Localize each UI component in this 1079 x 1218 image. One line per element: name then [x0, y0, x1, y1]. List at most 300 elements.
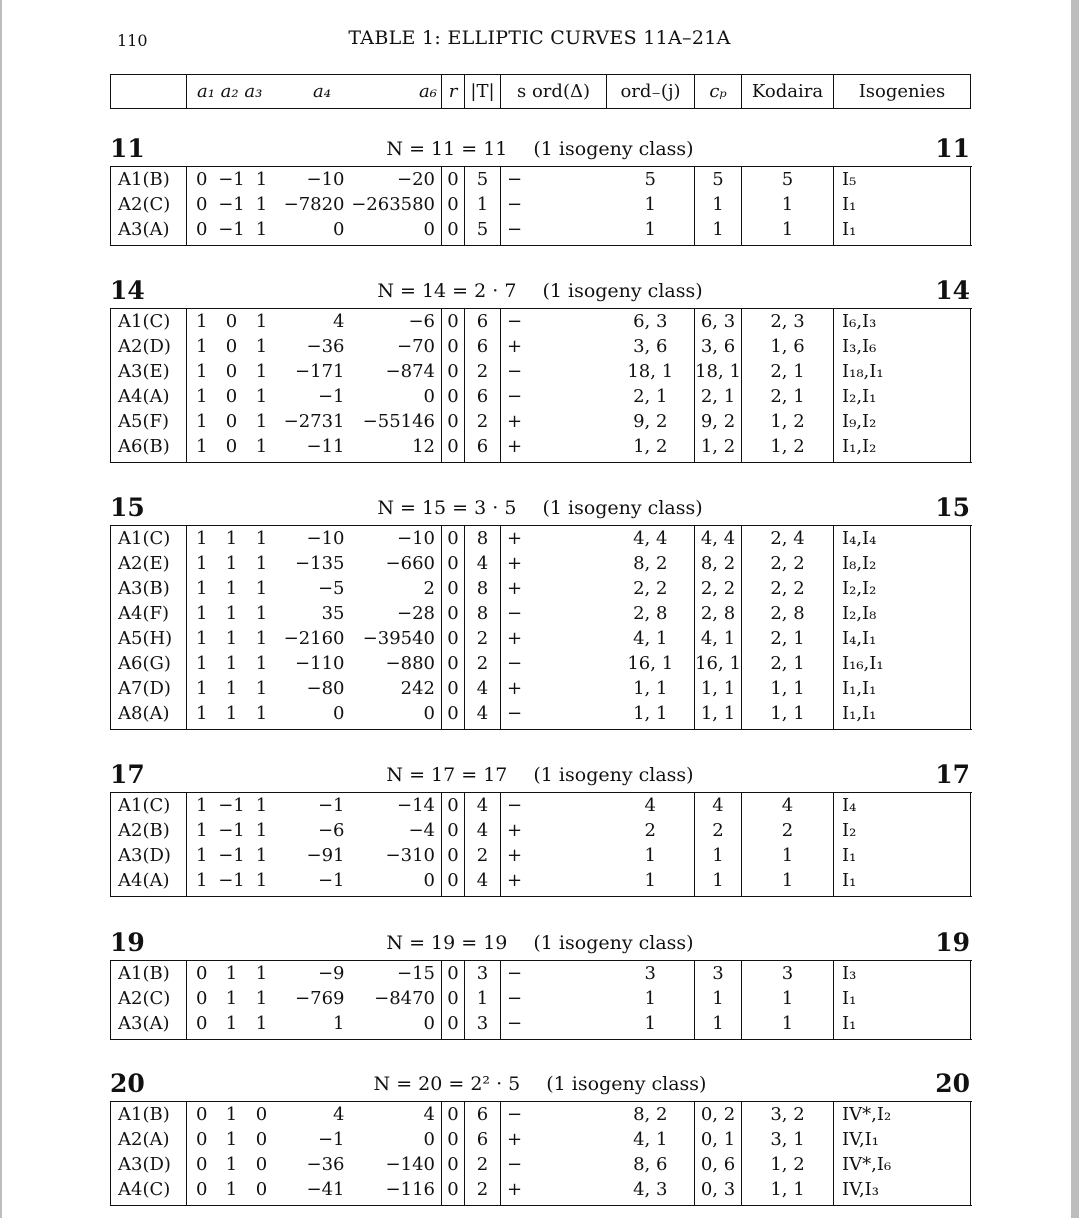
sign-cell: +	[501, 526, 607, 552]
sign-cell: +	[501, 626, 607, 651]
tamagawa-cell: 1, 1	[742, 676, 834, 701]
tamagawa-cell: 3	[742, 961, 834, 987]
a4-cell: −1	[317, 386, 345, 407]
curve-table	[110, 792, 971, 897]
curve-label-cell: A1(C)	[118, 311, 171, 332]
tamagawa-cell: 2, 1	[742, 626, 834, 651]
isogeny-class-count: (1 isogeny class)	[542, 280, 703, 302]
tamagawa-cell: 3, 1	[742, 1127, 834, 1152]
a3-cell: 1	[255, 1013, 268, 1034]
curve-label-cell: A4(A)	[118, 386, 170, 407]
conductor-heading	[110, 276, 970, 308]
tamagawa-cell: 1	[742, 217, 834, 246]
sign-cell: −	[501, 1152, 607, 1177]
sign-cell: −	[501, 1011, 607, 1040]
conductor-heading	[110, 493, 970, 525]
curve-label-cell: A1(B)	[118, 1104, 170, 1125]
ord-j-cell: 1	[695, 217, 742, 246]
a1-cell: 1	[187, 701, 217, 730]
torsion-cell: 6	[465, 1127, 501, 1152]
ord-delta-cell: 1	[644, 219, 656, 240]
page-title: TABLE 1: ELLIPTIC CURVES 11A–21A	[348, 27, 731, 49]
curve-row	[111, 676, 971, 701]
a6-cell: 4	[423, 1104, 435, 1125]
torsion-cell: 4	[465, 551, 501, 576]
a1-cell: 1	[187, 384, 217, 409]
ord-j-cell: 0, 6	[695, 1152, 742, 1177]
sign-cell: +	[501, 409, 607, 434]
kodaira-cell: I₄,I₄	[834, 526, 971, 552]
torsion-cell: 4	[465, 818, 501, 843]
a3-cell: 1	[255, 870, 268, 891]
rank-cell: 0	[442, 868, 465, 897]
a3-cell: 1	[255, 845, 268, 866]
a1-cell: 1	[187, 576, 217, 601]
ord-delta-cell: 8, 6	[633, 1154, 668, 1175]
a2-cell: 1	[225, 578, 238, 599]
kodaira-cell: I₄	[834, 793, 971, 819]
ord-delta-cell: 2, 2	[633, 578, 668, 599]
torsion-cell: 2	[465, 1177, 501, 1206]
ord-j-cell: 1, 1	[695, 676, 742, 701]
a4-cell: 4	[333, 1104, 345, 1125]
curve-label-cell: A1(C)	[118, 528, 171, 549]
a1-cell: 0	[187, 961, 217, 987]
a1-cell: 1	[187, 551, 217, 576]
ord-delta-cell: 4, 3	[633, 1179, 668, 1200]
a2-cell: 1	[225, 1129, 238, 1150]
curve-label-cell: A2(E)	[118, 553, 170, 574]
a3-cell: 1	[255, 311, 268, 332]
a3-cell: 0	[255, 1129, 268, 1150]
a1-cell: 1	[187, 843, 217, 868]
curve-row	[111, 1011, 971, 1040]
kodaira-cell: I₁	[834, 217, 971, 246]
conductor-factorization-line	[110, 138, 970, 160]
a2-cell: 0	[225, 436, 238, 457]
sign-cell: −	[501, 384, 607, 409]
tamagawa-cell: 1, 6	[742, 334, 834, 359]
a4-cell: −1	[317, 795, 345, 816]
ord-delta-cell: 2, 8	[633, 603, 668, 624]
curve-label-cell: A2(A)	[118, 1129, 170, 1150]
a4-cell: −41	[306, 1179, 345, 1200]
sign-cell: −	[501, 793, 607, 819]
torsion-cell: 2	[465, 651, 501, 676]
kodaira-cell: I₁₈,I₁	[834, 359, 971, 384]
column-header-table	[110, 74, 971, 109]
ord-delta-cell: 2, 1	[633, 386, 668, 407]
conductor-right: 19	[935, 928, 970, 957]
kodaira-cell: I₄,I₁	[834, 626, 971, 651]
curve-row	[111, 334, 971, 359]
a4-cell: −135	[295, 553, 345, 574]
a3-cell: 1	[255, 553, 268, 574]
tamagawa-cell: 3, 2	[742, 1102, 834, 1128]
curve-label-cell: A3(A)	[118, 219, 170, 240]
tamagawa-cell: 1	[742, 868, 834, 897]
sign-cell: −	[501, 359, 607, 384]
a1-cell: 1	[187, 434, 217, 463]
a2-cell: −1	[218, 870, 245, 891]
torsion-cell: 1	[465, 192, 501, 217]
a3-cell: 1	[255, 336, 268, 357]
kodaira-cell: I₁	[834, 192, 971, 217]
ord-j-cell: 1	[695, 1011, 742, 1040]
curve-row	[111, 1102, 971, 1128]
kodaira-cell: I₁,I₂	[834, 434, 971, 463]
a6-cell: 0	[423, 1129, 435, 1150]
kodaira-cell: I₁₆,I₁	[834, 651, 971, 676]
sign-cell: −	[501, 167, 607, 193]
sign-cell: +	[501, 676, 607, 701]
a2-cell: 1	[225, 1104, 238, 1125]
a3-cell: 1	[255, 703, 268, 724]
ord-delta-cell: 9, 2	[633, 411, 668, 432]
rank-cell: 0	[442, 309, 465, 335]
a4-cell: −1	[317, 1129, 345, 1150]
ord-j-cell: 18, 1	[695, 361, 741, 382]
kodaira-cell: I₁	[834, 868, 971, 897]
a6-cell: −660	[385, 553, 435, 574]
a4-cell: 0	[333, 703, 345, 724]
a1-cell: 0	[187, 986, 217, 1011]
a2-cell: 0	[225, 361, 238, 382]
tamagawa-cell: 1, 2	[742, 434, 834, 463]
conductor-factorization: N = 11 = 11	[386, 138, 508, 160]
ord-delta-cell: 8, 2	[633, 553, 668, 574]
a2-cell: −1	[218, 194, 245, 215]
header-sign-ord-delta: s ord(Δ)	[501, 75, 607, 109]
a3-cell: 1	[255, 988, 268, 1009]
sign-cell: −	[501, 217, 607, 246]
conductor-right: 11	[935, 134, 970, 163]
rank-cell: 0	[442, 409, 465, 434]
curve-row	[111, 651, 971, 676]
conductor-right: 20	[935, 1069, 970, 1098]
a6-cell: 0	[423, 1013, 435, 1034]
a3-cell: 1	[255, 653, 268, 674]
rank-cell: 0	[442, 626, 465, 651]
conductor-factorization: N = 14 = 2 · 7	[377, 280, 517, 302]
rank-cell: 0	[442, 1177, 465, 1206]
ord-j-cell: 4, 1	[695, 626, 742, 651]
torsion-cell: 3	[465, 1011, 501, 1040]
ord-delta-cell: 1, 1	[633, 703, 668, 724]
tamagawa-cell: 1, 1	[742, 701, 834, 730]
rank-cell: 0	[442, 961, 465, 987]
kodaira-cell: I₈,I₂	[834, 551, 971, 576]
a6-cell: −874	[385, 361, 435, 382]
a3-cell: 1	[255, 169, 268, 190]
sign-cell: −	[501, 986, 607, 1011]
sign-cell: −	[501, 601, 607, 626]
kodaira-cell: IV,I₁	[834, 1127, 971, 1152]
sign-cell: −	[501, 701, 607, 730]
rank-cell: 0	[442, 384, 465, 409]
ord-j-cell: 8, 2	[695, 551, 742, 576]
header-kodaira: Kodaira	[742, 75, 834, 109]
curve-row	[111, 551, 971, 576]
curve-label-cell: A1(B)	[118, 963, 170, 984]
a2-cell: −1	[218, 169, 245, 190]
a6-cell: −880	[385, 653, 435, 674]
a1-cell: 0	[187, 167, 217, 193]
ord-delta-cell: 4, 1	[633, 628, 668, 649]
a1-cell: 1	[187, 309, 217, 335]
rank-cell: 0	[442, 818, 465, 843]
a4-cell: −110	[295, 653, 345, 674]
page-frame-right	[1071, 0, 1079, 1218]
ord-delta-cell: 6, 3	[633, 311, 668, 332]
rank-cell: 0	[442, 986, 465, 1011]
conductor-factorization: N = 17 = 17	[386, 764, 508, 786]
a3-cell: 1	[255, 528, 268, 549]
a6-cell: 242	[400, 678, 435, 699]
ord-j-cell: 9, 2	[695, 409, 742, 434]
ord-j-cell: 1	[695, 868, 742, 897]
torsion-cell: 5	[465, 167, 501, 193]
torsion-cell: 1	[465, 986, 501, 1011]
a2-cell: 0	[225, 336, 238, 357]
a1-cell: 1	[187, 793, 217, 819]
a6-cell: −8470	[374, 988, 435, 1009]
a6-cell: 0	[423, 386, 435, 407]
curve-row	[111, 818, 971, 843]
kodaira-cell: IV*,I₆	[834, 1152, 971, 1177]
a6-cell: 12	[412, 436, 435, 457]
a2-cell: 1	[225, 988, 238, 1009]
rank-cell: 0	[442, 1127, 465, 1152]
a3-cell: 1	[255, 194, 268, 215]
isogeny-class-count: (1 isogeny class)	[542, 497, 703, 519]
curve-row	[111, 409, 971, 434]
curve-label-cell: A5(F)	[118, 411, 169, 432]
a6-cell: −70	[397, 336, 435, 357]
isogeny-class-count: (1 isogeny class)	[533, 138, 694, 160]
curve-label-cell: A6(B)	[118, 436, 170, 457]
kodaira-cell: I₁	[834, 843, 971, 868]
curve-row	[111, 961, 971, 987]
a2-cell: 1	[225, 603, 238, 624]
header-curve-cell	[111, 75, 187, 109]
conductor-left: 15	[110, 493, 145, 522]
a4-cell: 35	[321, 603, 345, 624]
curve-label-cell: A3(D)	[118, 845, 171, 866]
torsion-cell: 2	[465, 359, 501, 384]
a4-cell: 1	[333, 1013, 345, 1034]
a2-cell: 0	[225, 386, 238, 407]
conductor-heading	[110, 760, 970, 792]
torsion-cell: 5	[465, 217, 501, 246]
curve-row	[111, 601, 971, 626]
ord-delta-cell: 2	[644, 820, 656, 841]
curve-table	[110, 308, 971, 463]
torsion-cell: 4	[465, 676, 501, 701]
conductor-heading	[110, 928, 970, 960]
header-torsion: |T|	[465, 75, 501, 109]
a1-cell: 1	[187, 676, 217, 701]
tamagawa-cell: 2, 2	[742, 576, 834, 601]
a1-cell: 1	[187, 526, 217, 552]
tamagawa-cell: 2, 4	[742, 526, 834, 552]
curve-label-cell: A6(G)	[118, 653, 171, 674]
a3-cell: 1	[255, 219, 268, 240]
kodaira-cell: I₃	[834, 961, 971, 987]
rank-cell: 0	[442, 167, 465, 193]
a1-cell: 1	[187, 868, 217, 897]
a4-cell: −1	[317, 870, 345, 891]
torsion-cell: 4	[465, 793, 501, 819]
header-a4: a₄	[313, 81, 331, 102]
kodaira-cell: I₆,I₃	[834, 309, 971, 335]
torsion-cell: 6	[465, 434, 501, 463]
conductor-factorization-line	[110, 497, 970, 519]
conductor-factorization-line	[110, 1073, 970, 1095]
a6-cell: −39540	[362, 628, 435, 649]
curve-table	[110, 1101, 971, 1206]
tamagawa-cell: 2, 8	[742, 601, 834, 626]
page-number: 110	[117, 31, 148, 50]
sign-cell: −	[501, 309, 607, 335]
curve-table	[110, 166, 971, 246]
ord-j-cell: 1, 2	[695, 434, 742, 463]
a4-cell: −7820	[283, 194, 345, 215]
header-ord-j: ord₋(j)	[607, 75, 695, 109]
ord-j-cell: 2, 8	[695, 601, 742, 626]
curve-row	[111, 1152, 971, 1177]
ord-j-cell: 3, 6	[695, 334, 742, 359]
ord-j-cell: 2, 1	[695, 384, 742, 409]
ord-j-cell: 1	[695, 986, 742, 1011]
tamagawa-cell: 2	[742, 818, 834, 843]
curve-row	[111, 192, 971, 217]
ord-j-cell: 4	[695, 793, 742, 819]
torsion-cell: 8	[465, 576, 501, 601]
tamagawa-cell: 2, 3	[742, 309, 834, 335]
curve-label-cell: A3(A)	[118, 1013, 170, 1034]
header-a123: a₁ a₂ a₃	[197, 81, 263, 102]
conductor-left: 14	[110, 276, 145, 305]
kodaira-cell: I₂,I₁	[834, 384, 971, 409]
a4-cell: −36	[306, 336, 345, 357]
curve-label-cell: A7(D)	[118, 678, 171, 699]
a4-cell: 0	[333, 219, 345, 240]
curve-label-cell: A3(B)	[118, 578, 170, 599]
rank-cell: 0	[442, 793, 465, 819]
curve-label-cell: A4(A)	[118, 870, 170, 891]
curve-label-cell: A4(F)	[118, 603, 169, 624]
a1-cell: 0	[187, 1102, 217, 1128]
curve-row	[111, 1127, 971, 1152]
a6-cell: −20	[397, 169, 435, 190]
sign-cell: −	[501, 961, 607, 987]
curve-row	[111, 309, 971, 335]
tamagawa-cell: 4	[742, 793, 834, 819]
a6-cell: 0	[423, 219, 435, 240]
a2-cell: 1	[225, 963, 238, 984]
a4-cell: −5	[317, 578, 345, 599]
curve-row	[111, 167, 971, 193]
rank-cell: 0	[442, 1011, 465, 1040]
a1-cell: 0	[187, 1177, 217, 1206]
a4-cell: −6	[317, 820, 345, 841]
a1-cell: 0	[187, 192, 217, 217]
ord-j-cell: 3	[695, 961, 742, 987]
rank-cell: 0	[442, 701, 465, 730]
a2-cell: 1	[225, 703, 238, 724]
sign-cell: +	[501, 818, 607, 843]
torsion-cell: 2	[465, 626, 501, 651]
torsion-cell: 8	[465, 526, 501, 552]
a3-cell: 1	[255, 603, 268, 624]
isogeny-class-count: (1 isogeny class)	[533, 932, 694, 954]
a3-cell: 1	[255, 628, 268, 649]
a6-cell: 0	[423, 870, 435, 891]
a1-cell: 1	[187, 651, 217, 676]
a3-cell: 1	[255, 578, 268, 599]
isogeny-class-count: (1 isogeny class)	[533, 764, 694, 786]
isogeny-class-count: (1 isogeny class)	[546, 1073, 707, 1095]
conductor-factorization-line	[110, 764, 970, 786]
conductor-heading	[110, 134, 970, 166]
a3-cell: 1	[255, 361, 268, 382]
a4-cell: −9	[317, 963, 345, 984]
ord-delta-cell: 3	[644, 963, 656, 984]
kodaira-cell: I₉,I₂	[834, 409, 971, 434]
ord-j-cell: 0, 1	[695, 1127, 742, 1152]
curve-label-cell: A2(C)	[118, 194, 171, 215]
page-frame-left	[0, 0, 2, 1218]
curve-row	[111, 217, 971, 246]
rank-cell: 0	[442, 676, 465, 701]
curve-row	[111, 868, 971, 897]
a4-cell: −769	[295, 988, 345, 1009]
ord-j-cell: 1, 1	[695, 701, 742, 730]
rank-cell: 0	[442, 1152, 465, 1177]
a4-cell: −10	[306, 169, 345, 190]
sign-cell: −	[501, 1102, 607, 1128]
torsion-cell: 2	[465, 1152, 501, 1177]
curve-row	[111, 1177, 971, 1206]
header-cp: cₚ	[695, 75, 742, 109]
a3-cell: 1	[255, 386, 268, 407]
sign-cell: +	[501, 1177, 607, 1206]
a2-cell: 1	[225, 628, 238, 649]
ord-delta-cell: 1	[644, 988, 656, 1009]
ord-j-cell: 2, 2	[695, 576, 742, 601]
torsion-cell: 3	[465, 961, 501, 987]
a2-cell: 1	[225, 653, 238, 674]
a6-cell: −55146	[362, 411, 435, 432]
torsion-cell: 2	[465, 843, 501, 868]
kodaira-cell: I₁	[834, 1011, 971, 1040]
a3-cell: 1	[255, 411, 268, 432]
a1-cell: 1	[187, 359, 217, 384]
sign-cell: −	[501, 192, 607, 217]
ord-delta-cell: 5	[644, 169, 656, 190]
a6-cell: 2	[423, 578, 435, 599]
ord-delta-cell: 8, 2	[633, 1104, 668, 1125]
a2-cell: 1	[225, 1013, 238, 1034]
a6-cell: −4	[408, 820, 435, 841]
tamagawa-cell: 2, 1	[742, 359, 834, 384]
curve-table	[110, 960, 971, 1040]
tamagawa-cell: 1	[742, 986, 834, 1011]
curve-label-cell: A8(A)	[118, 703, 170, 724]
conductor-left: 11	[110, 134, 145, 163]
sign-cell: +	[501, 434, 607, 463]
